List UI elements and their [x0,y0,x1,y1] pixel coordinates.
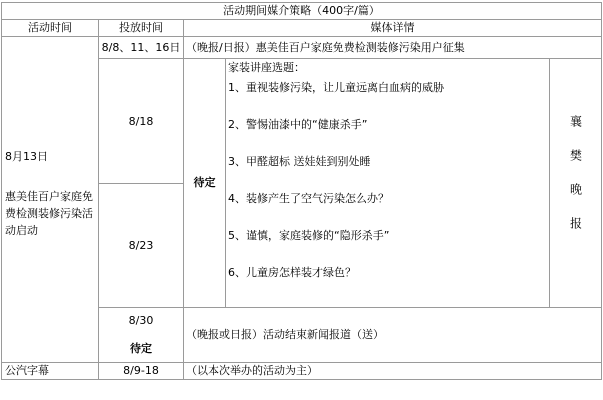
end-date: 8/30 [128,314,154,327]
topic-item: 6、儿童房怎样装才绿色？ [228,266,356,279]
media-strategy-table [1,2,602,380]
activity-desc: 惠美佳百户家庭免费检测装修污染活动启动 [5,190,93,237]
end-detail: （晚报或日报）活动结束新闻报道（送） [184,308,602,363]
topic-item: 1、重视装修污染，让儿童远离白血病的威胁 [228,81,444,94]
pending-label: 待定 [184,59,226,308]
row1-date: 8/8、11、16日 [99,37,184,59]
slot-date-1: 8/18 [99,59,184,184]
topic-item: 2、警惕油漆中的“健康杀手” [228,118,368,131]
end-date-cell [99,308,184,363]
topic-item: 4、装修产生了空气污染怎么办？ [228,192,389,205]
bus-subtitle-detail: （以本次举办的活动为主） [184,363,602,380]
topic-item: 3、甲醛超标 送娃娃到别处睡 [228,155,371,168]
end-pending: 待定 [130,342,152,355]
media-name-text: 襄樊晚报 [568,115,583,251]
topics-cell [226,59,550,308]
activity-cell [2,37,99,363]
table-title: 活动期间媒介策略（400字/篇） [2,3,602,20]
header-media-details: 媒体详情 [184,20,602,37]
header-activity-time: 活动时间 [2,20,99,37]
media-name-vertical [550,59,602,308]
row1-detail: （晚报/日报）惠美佳百户家庭免费检测装修污染用户征集 [184,37,602,59]
bus-subtitle-activity: 公汽字幕 [2,363,99,380]
header-placement-time: 投放时间 [99,20,184,37]
topics-heading: 家装讲座选题： [228,61,305,74]
bus-subtitle-date: 8/9-18 [99,363,184,380]
activity-date: 8月13日 [5,150,48,163]
slot-date-2: 8/23 [99,184,184,308]
topic-item: 5、谨慎，家庭装修的“隐形杀手” [228,229,390,242]
